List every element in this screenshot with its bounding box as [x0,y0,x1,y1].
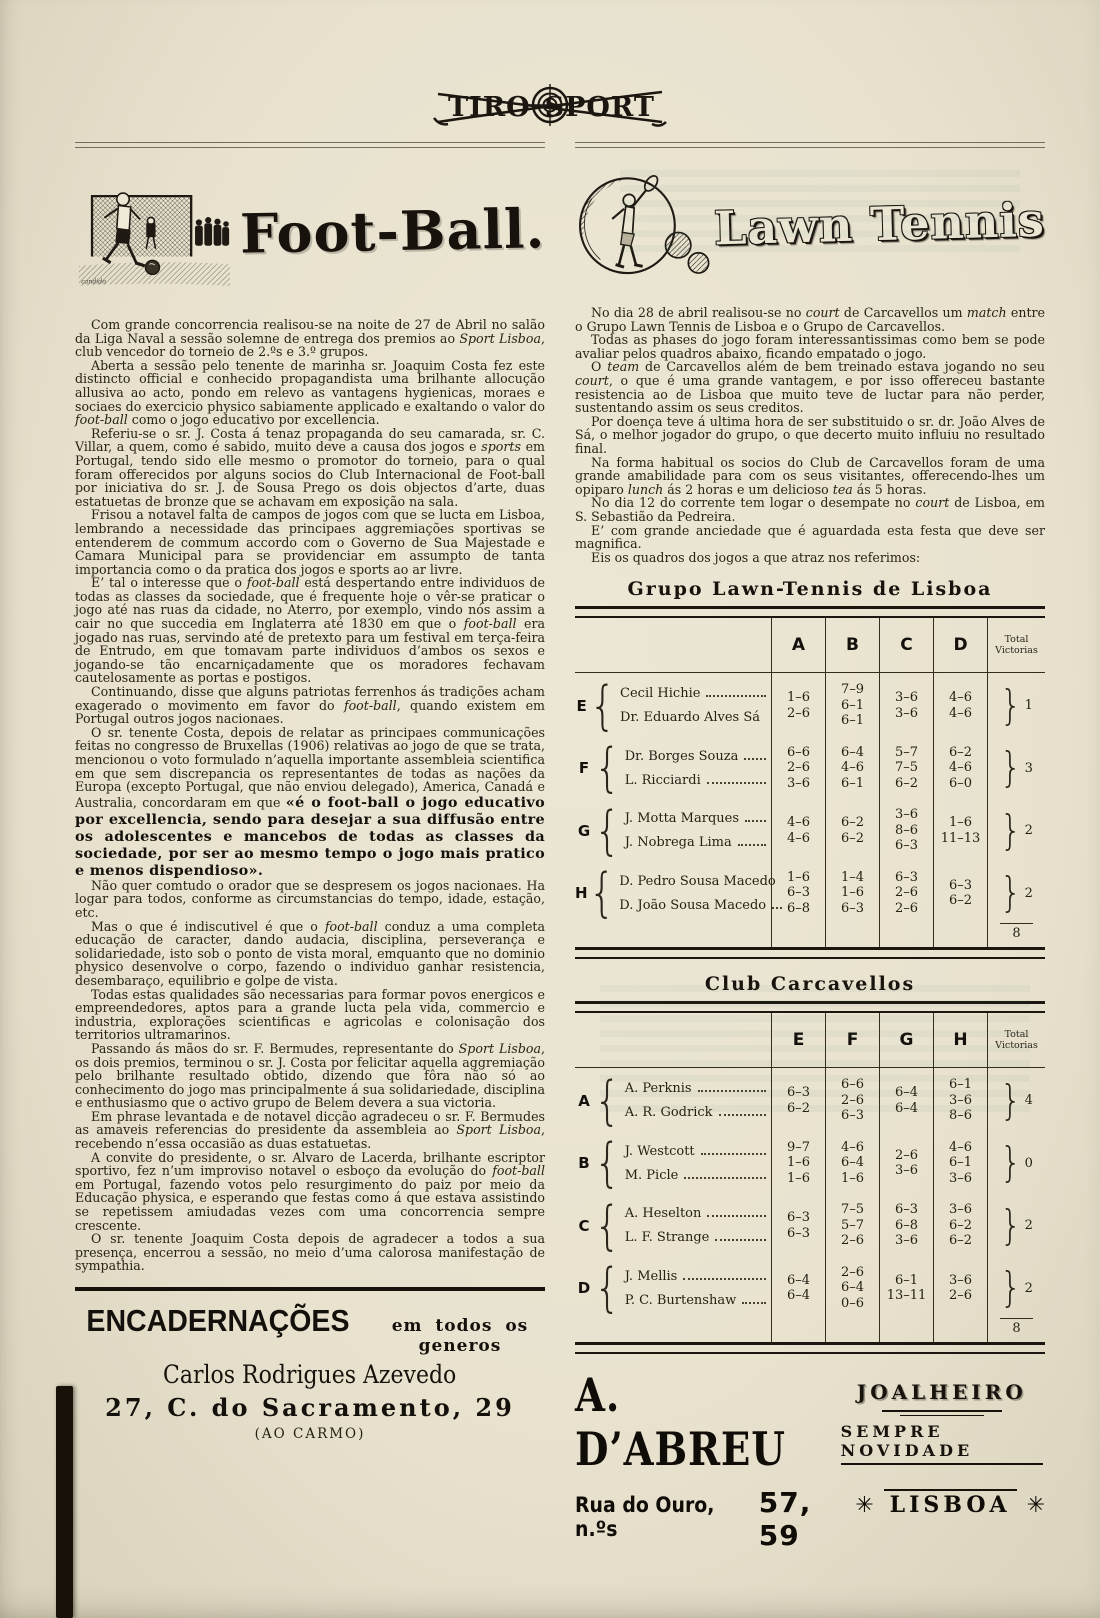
left-brace: { [594,736,621,799]
double-rule [575,947,1045,959]
set-score: 4–6 [786,830,811,846]
set-score: 8–6 [948,1108,973,1124]
right-brace: } [1000,1201,1022,1250]
masthead-word-sport: SPORT [544,92,655,123]
total-cell [987,1131,1045,1194]
set-score: 6–2 [840,815,865,831]
column-header: E [771,1013,825,1067]
score-cell [771,673,825,736]
score-cell [771,1131,825,1194]
dotted-leader [745,811,766,822]
set-score: 1–4 [840,869,865,885]
score-cell [771,1068,825,1131]
group-letter: B [578,1154,590,1173]
score-cell [771,861,825,924]
score-cell [879,673,933,736]
group-letter: C [578,1216,590,1235]
set-score: 9–7 [786,1139,811,1155]
set-score: 8–6 [894,822,919,838]
score-cell [933,1256,987,1319]
set-score: 1–6 [786,1155,811,1171]
set-score: 6–3 [894,1202,919,1218]
set-score: 3–6 [948,1202,973,1218]
set-score: 6–8 [786,900,811,916]
score-cell [933,1193,987,1256]
total-cell [987,1256,1045,1319]
player-name: P. C. Burtenshaw [625,1293,771,1308]
set-score: 11–13 [940,830,981,846]
score-cell [933,861,987,924]
score-cell [879,1131,933,1194]
paragraph: E’ com grande anciedade que é aguardada esta festa que deve ser magnifica. [575,522,1045,552]
set-score: 6–4 [840,1280,865,1296]
lisboa-table-title: Grupo Lawn-Tennis de Lisboa [627,578,993,601]
dotted-leader [742,1293,766,1304]
group-letter: F [578,759,590,778]
table-row [575,1068,1045,1131]
score-cell [825,861,879,924]
set-score: 6–2 [894,775,919,791]
score-cell [825,673,879,736]
asterisk-ornament: ✳ [855,1493,874,1519]
corner-cell [575,618,771,672]
player-name: M. Picle [625,1168,771,1183]
tennis-article [575,306,1045,564]
score-cell [879,1193,933,1256]
group-letter: A [578,1091,590,1110]
set-score: 6–1 [840,775,865,791]
set-score: 3–6 [894,807,919,823]
advertiser-name: Carlos Rodrigues Azevedo [163,1360,457,1389]
table-row [575,1193,1045,1256]
street-address: Rua do Ouro, n.ºs [575,1493,715,1542]
set-score: 6–4 [786,1272,811,1288]
total-cell [987,736,1045,799]
column-top-rule [575,142,1045,148]
set-score: 4–6 [948,705,973,721]
player-name: J. Motta Marques [625,811,771,826]
pair-cell [575,1131,771,1194]
player-name: Dr. Borges Souza [625,749,771,764]
player-name: L. F. Strange [625,1230,771,1245]
group-letter: E [576,696,587,715]
right-brace: } [1000,744,1022,793]
set-score: 1–6 [786,869,811,885]
column-header: A [771,618,825,672]
set-score: 6–2 [948,1233,973,1249]
set-score: 5–7 [840,1217,865,1233]
player-name: J. Mellis [625,1269,771,1284]
set-score: 2–6 [840,1092,865,1108]
paragraph: Todas estas qualidades são necessarias para formar povos energicos e empreendedores, aptos para a grande lucta pela vida, commercio e industria, explorações scientificas e agricolas e colonisação dos territorios ultramarinos. [75,986,545,1043]
dotted-leader [719,1105,766,1116]
paragraph: Mas o que é indiscutivel é que o foot-ball conduz a uma completa educação de caracter, dando audacia, disciplina, perseverança e solidariedade, isto sob o ponto de vista moral, emquanto que no dominio physico desenvolve o corpo, fazendo o individuo ganhar resistencia, desembaraço, equilibrio e golpe de vista. [75,918,545,988]
right-brace: } [1000,681,1022,730]
paragraph: O sr. tenente Joaquim Costa depois de agradecer a todos a sua presença, encerrou a sessão, no meio d’uma calorosa manifestação de sympathia. [75,1231,545,1274]
paragraph: A convite do presidente, o sr. Alvaro de Lacerda, brilhante escriptor sportivo, fez n’um improviso notavel o esboço da evolução do foot-ball em Portugal, fazendo votos pelo resurgimento do paiz por meio da Educação physica, e esperando que festas como á que estava assistindo se repetissem amiudadas vezes com uma concorrencia sempre crescente. [75,1149,545,1233]
set-score: 3–6 [894,705,919,721]
table-grand-row [575,923,1045,947]
set-score: 2–6 [894,1147,919,1163]
score-cell [879,1068,933,1131]
set-score: 6–4 [840,1155,865,1171]
column-top-rule [75,142,545,148]
paragraph: Todas as phases do jogo foram interessantissimas como bem se pode avaliar pelos quadros abaixo, ficando empatado o jogo. [575,332,1045,361]
player-name: Cecil Hichie [620,686,771,701]
score-cell [771,1193,825,1256]
table-row [575,1256,1045,1319]
pair-cell [575,736,771,799]
column-header: B [825,618,879,672]
paragraph: Por doença teve á ultima hora de ser substituido o sr. dr. João Alves de Sá, o melhor jogador do grupo, o que decerto muito influiu no resultado final. [575,413,1045,456]
total-victories: 1 [1024,698,1033,714]
set-score: 0–6 [840,1295,865,1311]
double-rule [575,606,1045,618]
total-victories: 0 [1024,1155,1033,1171]
score-cell [879,1256,933,1319]
set-score: 3–6 [948,1272,973,1288]
pair-cell [575,1193,771,1256]
total-header: Total Victorias [987,618,1045,672]
group-letter: G [577,821,591,840]
player-name: D. Pedro Sousa Macedo [619,873,776,889]
right-brace: } [1000,1076,1022,1125]
dotted-leader [707,773,766,784]
set-score: 6–1 [948,1155,973,1171]
dotted-leader [738,835,766,846]
tennis-title: Lawn Tennis [713,192,1046,256]
set-score: 6–4 [840,744,865,760]
set-score: 6–8 [894,1217,919,1233]
paragraph: E’ tal o interesse que o foot-ball está despertando entre individuos de todas as classes da sociedade, que é frequente hoje o vêr-se praticar o jogo até nas ruas da cidade, no Aterro, por exemplo, vindo nós assim a cair no que succedia em Inglaterra até 1830 em que o foot-ball era jogado nas ruas, servindo até de pretexto para um festival em terça-feira de Entrudo, em que tomavam parte individuos d’ambos os sexos e jogando-se tão encarniçadamente que os moradores fechavam cautelosamente as portas e postigos. [75,575,545,686]
set-score: 6–4 [786,1288,811,1304]
dotted-leader [707,1206,766,1217]
tennis-column [575,142,1045,1552]
paragraph: Na forma habitual os socios do Club de Carcavellos foram de uma grande amabilidade para com os seus visitantes, offerecendo-lhes um opiparo lunch ás 2 horas e um delicioso tea ás 5 horas. [575,454,1045,497]
set-score: 7–5 [840,1202,865,1218]
street-address: 27, C. do Sacramento, 29 [105,1393,515,1422]
asterisk-ornament: ✳ [1026,1493,1045,1519]
set-score: 13–11 [886,1288,927,1304]
pair-cell [575,798,771,861]
paragraph: O team de Carcavellos além de bem treinado estava jogando no seu court, o que é uma grande vantagem, e por isso offereceu bastante resistencia ao de Lisboa que muito teve de luctar para não perder, sustentando assim os seus creditos. [575,359,1046,416]
set-score: 6–2 [786,1100,811,1116]
score-cell [825,1131,879,1194]
paragraph: Referiu-se o sr. J. Costa á tenaz propaganda do seu camarada, sr. C. Villar, a quem, como é sabido, muito deve a causa dos jogos e sports em Portugal, tendo sido elle mesmo o promotor do torneio, para o qual foram offerecidos por alguns socios do Club Internacional de Foot-ball por iniciativa do sr. J. de Sousa Prego os dois objectos d’arte, duas estatuetas de bronze que se achavam em exposição na sala. [75,425,545,509]
grand-total: 8 [1000,923,1032,941]
paragraph: O sr. tenente Costa, depois de relatar as principaes communicações feitas no congresso de Bruxellas (1906) relativas ao jogo de que se trata, mencionou o voto formulado n’aquella importante assembleia scientifica em que sem discrepancia os representantes de todas as nações da Europa (excepto Portugal, que não enviou delegado), America, Canadá e Australia, concordaram em que «é o foot-ball o jogo educativo por excellencia, sendo para desejar a sua diffusão entre os adolescentes e mancebos de todas as classes da sociedade, por ser ao mesmo tempo o jogo mais pratico e menos dispendioso». [75,724,545,879]
set-score: 6–2 [948,744,973,760]
corner-cell [575,1013,771,1067]
total-cell [987,1068,1045,1131]
paragraph: Eis os quadros dos jogos a que atraz nos referimos: [591,549,921,565]
paragraph: Não quer comtudo o orador que se despresem os jogos nacionaes. Ha logar para todos, conforme as circumstancias do tempo, idade, estação, etc. [75,877,545,920]
table-grand-row [575,1318,1045,1342]
score-cell [825,1193,879,1256]
double-rule [575,1342,1045,1354]
ad-headline-rest: em todos os generos [391,1316,529,1356]
player-name: A. Perknis [625,1081,771,1096]
player-name: A. R. Godrick [625,1105,771,1120]
set-score: 6–1 [840,713,865,729]
dotted-leader [684,1168,766,1179]
dotted-leader [706,686,766,697]
total-cell [987,861,1045,924]
column-header: D [933,618,987,672]
left-brace: { [594,1256,621,1319]
street-numbers: 57, 59 [758,1486,812,1553]
set-score: 6–1 [948,1077,973,1093]
set-score: 3–6 [948,1170,973,1186]
football-header [75,152,545,310]
set-score: 1–6 [786,1170,811,1186]
player-name: D. João Sousa Macedo [619,898,786,913]
carcavellos-results-table [575,1013,1045,1342]
set-score: 4–6 [948,690,973,706]
left-brace: { [594,1194,621,1256]
set-score: 6–2 [948,893,973,909]
advertiser-name: A. D’ABREU [575,1368,786,1477]
score-cell [933,1068,987,1131]
dotted-leader [715,1230,766,1241]
set-score: 6–0 [948,775,973,791]
score-cell [771,736,825,799]
set-score: 3–6 [894,1163,919,1179]
set-score: 6–6 [786,744,811,760]
set-score: 3–6 [948,1092,973,1108]
group-letter: D [577,1279,591,1298]
paragraph: Passando ás mãos do sr. F. Bermudes, representante do Sport Lisboa, os dois premios, terminou o sr. J. Costa por felicitar aquella aggremiação pelo brilhante resultado obtido, dizendo que fôra não só ao conhecimento do jogo mas principalmente á sua solidariedade, disciplina e enthusiasmo que o activo grupo de Belem devera a sua victoria. [75,1040,545,1111]
pair-cell [575,1068,771,1131]
score-cell [933,798,987,861]
paragraph: Com grande concorrencia realisou-se na noite de 27 de Abril no salão da Liga Naval a sessão solemne de entrega dos premios ao Sport Lisboa, club vencedor do torneio de 2.ºs e 3.º grupos. [75,317,545,360]
set-score: 3–6 [894,690,919,706]
total-victories: 2 [1024,885,1033,901]
player-name: J. Westcott [625,1144,771,1159]
set-score: 1–6 [840,1170,865,1186]
left-brace: { [588,861,616,924]
ornamental-divider [882,1410,1002,1417]
pair-cell [575,673,771,736]
set-score: 5–7 [894,744,919,760]
set-score: 7–5 [894,760,919,776]
score-cell [771,798,825,861]
left-brace: { [594,1069,621,1131]
dotted-leader [744,749,766,760]
total-header: Total Victorias [987,1013,1045,1067]
set-score: 6–1 [840,697,865,713]
set-score: 6–6 [840,1077,865,1093]
set-score: 6–1 [894,1272,919,1288]
jeweler-ad [575,1354,1045,1552]
table-header-row [575,618,1045,673]
right-brace: } [1000,1139,1022,1188]
total-victories: 4 [1024,1093,1033,1109]
double-rule [575,1001,1045,1013]
paragraph: Aberta a sessão pelo tenente de marinha sr. Joaquim Costa fez este distincto official e conhecido propagandista uma brilhante allocução allusiva ao acto, pondo em relevo as vantagens hygienicas, moraes e sociaes do exercicio physico sabiamente applicado e exaltando o valor do foot-ball como o jogo educativo por excellencia. [75,357,545,428]
slogan: SEMPRE NOVIDADE [841,1422,1043,1465]
table-row [575,1131,1045,1194]
score-cell [933,736,987,799]
score-cell [825,736,879,799]
total-cell [987,673,1045,736]
set-score: 6–3 [786,885,811,901]
total-cell [987,1193,1045,1256]
address-note: (AO CARMO) [254,1426,366,1442]
football-title: Foot-Ball. [239,196,546,266]
tennis-player-figure [612,174,660,268]
table-row [575,673,1045,736]
table-row [575,861,1045,924]
bookbinding-ad [75,1291,545,1442]
football-article [75,318,545,1273]
total-victories: 2 [1024,1280,1033,1296]
masthead-word-tiro: TIRO [448,92,531,123]
set-score: 6–2 [840,830,865,846]
total-victories: 2 [1024,823,1033,839]
group-letter: H [575,884,588,903]
player-name: A. Heselton [625,1206,771,1221]
score-cell [879,861,933,924]
set-score: 4–6 [948,1139,973,1155]
table-header-row [575,1013,1045,1068]
player-name: Dr. Eduardo Alves Sá [620,710,760,726]
set-score: 6–3 [840,1108,865,1124]
player-name: J. Nobrega Lima [625,835,771,850]
paragraph: Continuando, disse que alguns patriotas ferrenhos ás tradições acham exagerado o movimento em favor do foot-ball, quando existem em Portugal outros jogos nacionaes. [75,684,545,727]
set-score: 1–6 [840,885,865,901]
ad-headline: ENCADERNAÇÕES [86,1303,350,1338]
tennis-header [575,150,1045,298]
right-brace: } [1000,806,1022,855]
masthead-logo [430,78,670,134]
total-victories: 2 [1024,1218,1033,1234]
set-score: 6–3 [786,1225,811,1241]
set-score: 2–6 [840,1264,865,1280]
score-cell [771,1256,825,1319]
pair-cell [575,1256,771,1319]
score-cell [933,1131,987,1194]
paragraph: No dia 12 do corrente tem logar o desempate no court de Lisboa, em S. Sebastião da Pedreira. [575,495,1045,524]
city: LISBOA [884,1489,1017,1518]
set-score: 4–6 [786,815,811,831]
right-brace: } [1000,869,1022,918]
paragraph: Frisou a notavel falta de campos de jogos com que se lucta em Lisboa, lembrando a necessidade das principaes aggremiações sportivas se entenderem de commum accordo com o Governo de Sua Majestade e Camara Municipal para se providenciar em assumpto de tanta importancia como o da pratica dos jogos e sports ao ar livre. [75,507,545,577]
score-cell [879,798,933,861]
set-score: 4–6 [948,760,973,776]
dotted-leader [698,1081,766,1092]
set-score: 1–6 [786,690,811,706]
player-name: L. Ricciardi [625,773,771,788]
football-column [75,142,545,1552]
set-score: 3–6 [786,775,811,791]
column-header: H [933,1013,987,1067]
football-illustration [75,156,234,306]
set-score: 2–6 [786,705,811,721]
set-score: 3–6 [894,1233,919,1249]
set-score: 2–6 [894,900,919,916]
left-brace: { [589,674,617,736]
table-row [575,736,1045,799]
set-score: 6–3 [894,838,919,854]
paragraph: Em phrase levantada e de notavel dicção agradeceu o sr. F. Bermudes as amaveis referencias do presidente da assembleia ao Sport Lisboa, recebendo n’essa occasião as duas estatuetas. [75,1108,545,1152]
total-cell [987,798,1045,861]
set-score: 4–6 [840,760,865,776]
column-header: C [879,618,933,672]
lisboa-results-table [575,618,1045,947]
dotted-leader [701,1144,766,1155]
scan-edge-artifact [56,1386,73,1618]
trade-label: JOALHEIRO [856,1379,1027,1404]
set-score: 6–3 [948,877,973,893]
column-header: F [825,1013,879,1067]
set-score: 1–6 [948,815,973,831]
left-brace: { [594,799,621,861]
set-score: 2–6 [894,885,919,901]
paragraph: No dia 28 de abril realisou-se no court de Carcavellos um match entre o Grupo Lawn Tennis de Lisboa e o Grupo de Carcavellos. [575,305,1046,334]
set-score: 2–6 [840,1233,865,1249]
grand-total: 8 [1000,1318,1032,1336]
set-score: 7–9 [840,682,865,698]
column-header: G [879,1013,933,1067]
set-score: 2–6 [786,760,811,776]
dotted-leader [683,1269,766,1280]
masthead [0,78,1100,134]
set-score: 6–4 [894,1085,919,1101]
score-cell [825,1256,879,1319]
set-score: 4–6 [840,1139,865,1155]
set-score: 6–2 [948,1217,973,1233]
pair-cell [575,861,776,924]
set-score: 6–3 [894,869,919,885]
set-score: 2–6 [948,1288,973,1304]
illustrator-signature: candido [81,278,106,286]
score-cell [825,798,879,861]
total-victories: 3 [1024,760,1033,776]
left-brace: { [594,1131,621,1194]
set-score: 6–3 [786,1210,811,1226]
tennis-illustration [575,154,710,294]
score-cell [933,673,987,736]
right-brace: } [1000,1264,1022,1313]
score-cell [879,736,933,799]
table-row [575,798,1045,861]
set-score: 6–3 [840,900,865,916]
carcavellos-table-title: Club Carcavellos [704,973,916,996]
set-score: 6–4 [894,1100,919,1116]
score-cell [825,1068,879,1131]
set-score: 6–3 [786,1085,811,1101]
